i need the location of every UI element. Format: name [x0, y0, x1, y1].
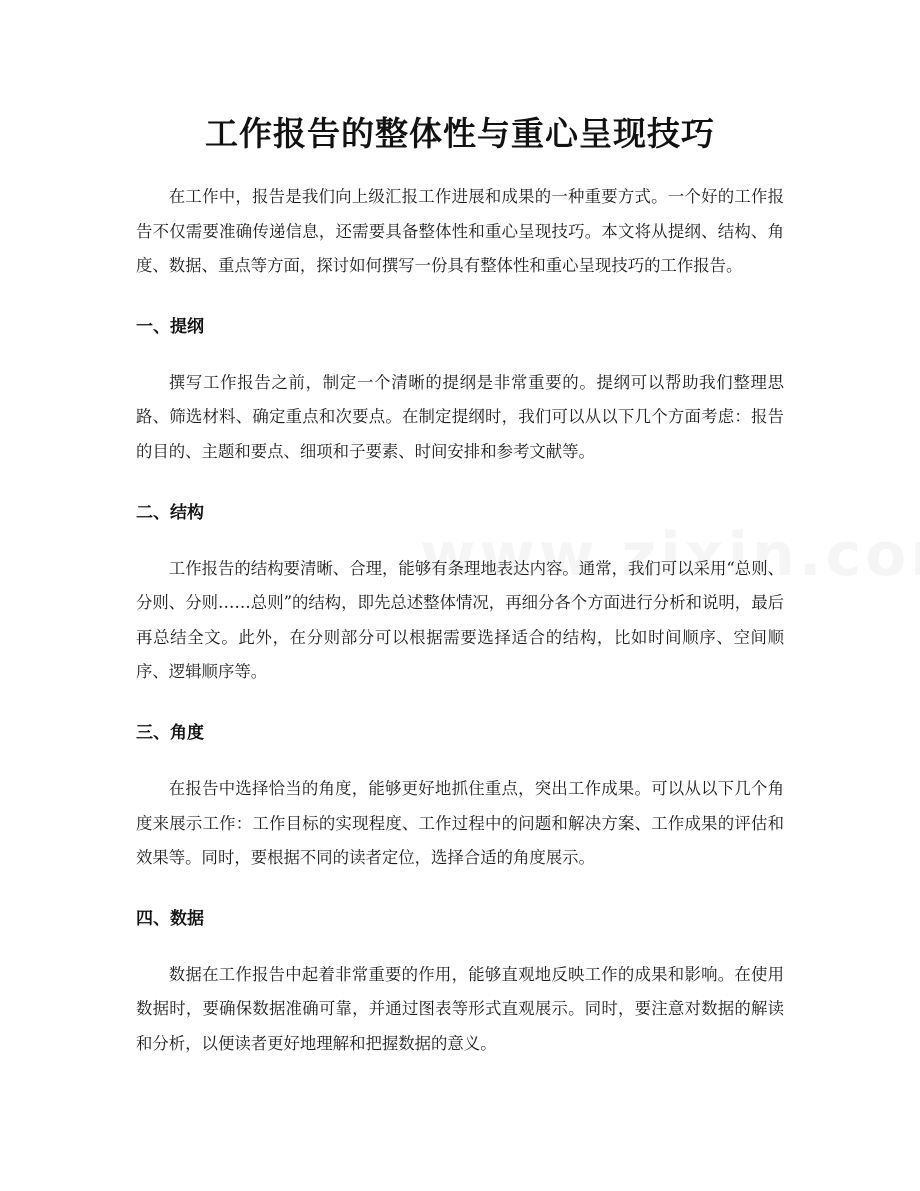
section-heading-data: 四、数据: [136, 908, 204, 929]
section-heading-angle: 三、角度: [136, 722, 204, 743]
section-body-outline: 撰写工作报告之前，制定一个清晰的提纲是非常重要的。提纲可以帮助我们整理思路、筛选材料、确定重点和次要点。在制定提纲时，我们可以从以下几个方面考虑：报告的目的、主题和要点、细项和子要素、时间安排和参考文献等。: [136, 372, 784, 461]
section-body-angle: 在报告中选择恰当的角度，能够更好地抓住重点，突出工作成果。可以从以下几个角度来展示工作：工作目标的实现程度、工作过程中的问题和解决方案、工作成果的评估和效果等。同时，要根据不同的读者定位，选择合适的角度展示。: [136, 778, 784, 868]
document-body: [136, 180, 784, 1062]
section-body-structure: 工作报告的结构要清晰、合理，能够有条理地表达内容。通常，我们可以采用“总则、分则、分则……总则”的结构，即先总述整体情况，再细分各个方面进行分析和说明，最后再总结全文。此外，在分则部分可以根据需要选择适合的结构，比如时间顺序、空间顺序、逻辑顺序等。: [136, 558, 784, 682]
section-body-data: 数据在工作报告中起着非常重要的作用，能够直观地反映工作的成果和影响。在使用数据时，要确保数据准确可靠，并通过图表等形式直观展示。同时，要注意对数据的解读和分析，以便读者更好地理解和把握数据的意义。: [136, 964, 784, 1053]
intro-paragraph: 在工作中，报告是我们向上级汇报工作进展和成果的一种重要方式。一个好的工作报告不仅需要准确传递信息，还需要具备整体性和重心呈现技巧。本文将从提纲、结构、角度、数据、重点等方面，探讨如何撰写一份具有整体性和重心呈现技巧的工作报告。: [136, 187, 784, 276]
section-heading-outline: 一、提纲: [136, 316, 204, 337]
page-title: 工作报告的整体性与重心呈现技巧: [205, 114, 715, 153]
section-heading-structure: 二、结构: [136, 502, 204, 523]
